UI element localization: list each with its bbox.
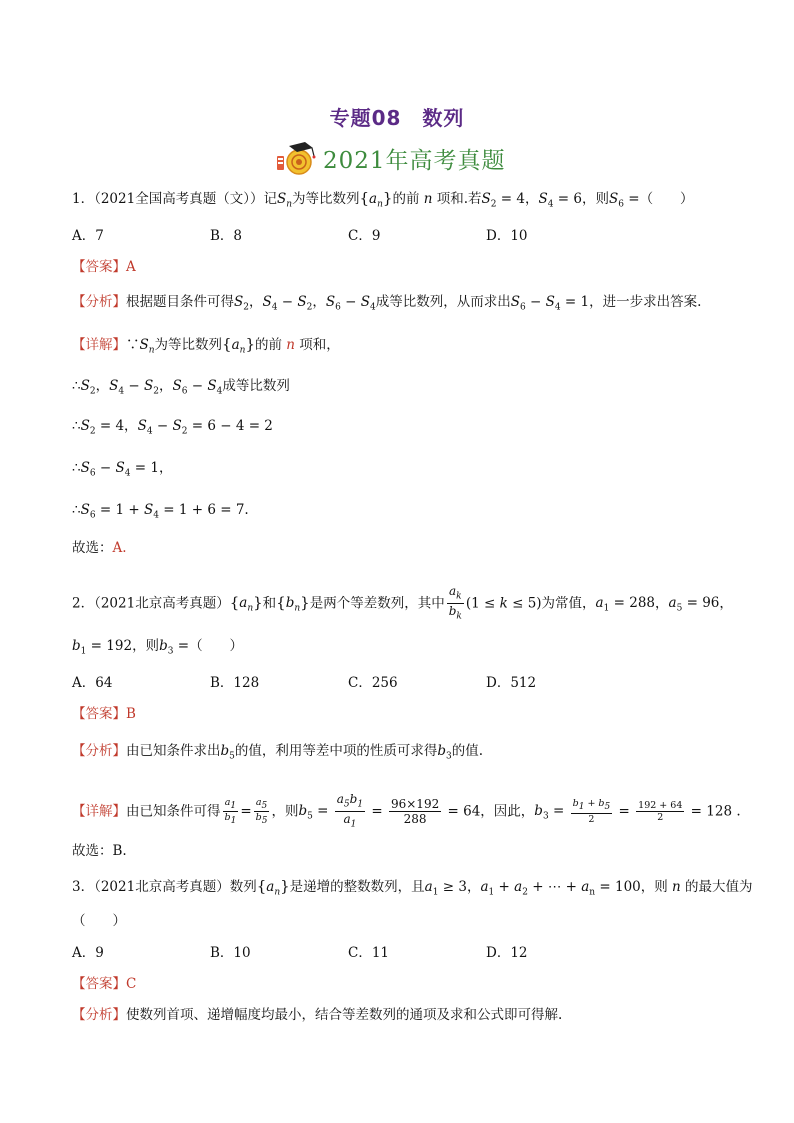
question-2-analysis: 【分析】由已知条件求出$b_5$的值，利用等差中项的性质可求得$b_3$的值.: [72, 743, 484, 762]
page-title: 专题08 数列: [329, 106, 465, 130]
option-a: A．64: [72, 675, 113, 691]
question-1-conclusion: 故选：A.: [72, 540, 127, 556]
option-a: A．7: [72, 228, 104, 244]
option-b: B．8: [210, 228, 243, 244]
option-d: D．10: [486, 228, 528, 244]
question-3-stem-cont: （ ）: [72, 913, 126, 929]
page-subtitle: 2021年高考真题: [323, 147, 506, 174]
option-b: B．128: [210, 675, 260, 691]
option-c: C．9: [348, 228, 381, 244]
question-2-answer: 【答案】B: [72, 706, 136, 722]
option-d: D．12: [486, 945, 528, 961]
scholar-sun-logo-icon: [275, 138, 317, 178]
question-2-detail: 【详解】由已知条件可得 $\frac{a_1}{b_1}$ = $\frac{a_5}{b_5}$ ，则$b_5$ = $\frac{a_5b_1}{a_1}$ = $\frac{96\times 192}{288}$ = 64，因此，$b_3$ = $\frac{b_1 + b_5}{2}$ = $\frac{192 + 64}{2}$ = 128 .: [72, 792, 741, 830]
question-1-detail: 【详解】$\because S_n$为等比数列$\{a_n\}$的前 n 项和，: [72, 335, 340, 356]
question-3-answer: 【答案】C: [72, 976, 137, 992]
option-b: B．10: [210, 945, 251, 961]
question-1-step-2: $\therefore S_2 = 4$，$S_4 - S_2 = 6 - 4 = 2$: [72, 418, 273, 437]
question-3-stem: 3．（2021北京高考真题）数列$\{a_n\}$是递增的整数数列，且$a_1 \ge 3$，$a_1 + a_2$ + ⋯ + $a_n = 100$，则 n 的最大值为: [72, 877, 753, 898]
option-d: D．512: [486, 675, 537, 691]
question-1-step-4: $\therefore S_6 = 1 + S_4 = 1 + 6 = 7$.: [72, 502, 249, 521]
question-1-step-3: $\therefore S_6 - S_4 = 1$，: [72, 460, 173, 479]
question-1-answer: 【答案】A: [72, 259, 136, 275]
question-3-analysis: 【分析】使数列首项、递增幅度均最小，结合等差数列的通项及求和公式即可得解.: [72, 1007, 563, 1023]
question-1-analysis: 【分析】根据题目条件可得$S_2$，$S_4 - S_2$，$S_6 - S_4$成等比数列，从而求出$S_6 - S_4 = 1$，进一步求出答案.: [72, 294, 702, 313]
option-c: C．256: [348, 675, 398, 691]
question-1-step-1: $\therefore S_2$，$S_4 - S_2$，$S_6 - S_4$成等比数列: [72, 378, 290, 397]
question-2-stem-cont: $b_1 = 192$，则$b_3$ =（ ）: [72, 638, 244, 657]
question-1-stem: 1．（2021全国高考真题（文））记$S_n$为等比数列$\{a_n\}$的前 n 项和.若$S_2 = 4$，$S_4 = 6$，则$S_6$ =（ ）: [72, 189, 694, 210]
option-c: C．11: [348, 945, 390, 961]
question-2-stem: 2．（2021北京高考真题）$\{a_n\}$和$\{b_n\}$是两个等差数列，其中 $\frac{a_k}{b_k}$ (1 ≤ k ≤ 5)为常值，$a_1 = 288$，$a_5 = 96$，: [72, 584, 733, 622]
question-2-conclusion: 故选：B.: [72, 843, 127, 859]
option-a: A．9: [72, 945, 104, 961]
subtitle-row: [275, 138, 506, 178]
